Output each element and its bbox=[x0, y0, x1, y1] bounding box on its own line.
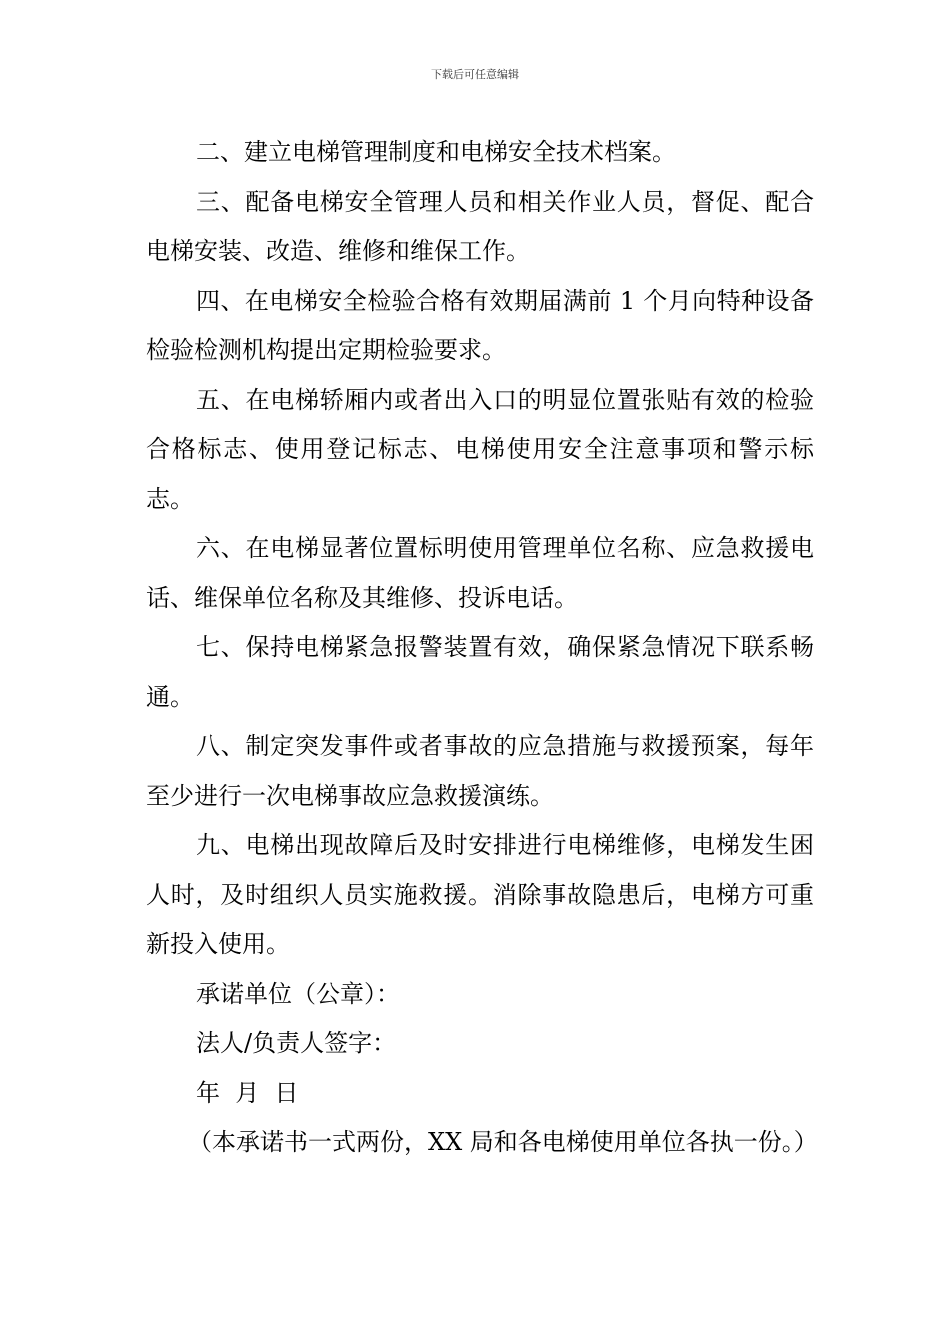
signature-person: 法人/负责人签字： bbox=[196, 1029, 397, 1057]
document-body bbox=[146, 128, 818, 1168]
signature-unit: 承诺单位（公章）： bbox=[196, 979, 400, 1008]
clause-8: 八、制定突发事件或者事故的应急措施与救援预案，每年至少进行一次电梯事故应急救援演练。 bbox=[146, 732, 814, 810]
clause-4: 四、在电梯安全检验合格有效期届满前 1 个月向特种设备检验检测机构提出定期检验要求。 bbox=[146, 286, 814, 364]
clause-2: 二、建立电梯管理制度和电梯安全技术档案。 bbox=[196, 138, 676, 166]
clause-6: 六、在电梯显著位置标明使用管理单位名称、应急救援电话、维保单位名称及其维修、投诉电话。 bbox=[146, 534, 814, 612]
copies-note: （本承诺书一式两份，XX 局和各电梯使用单位各执一份。） bbox=[188, 1128, 818, 1156]
page-header: 下载后可任意编辑 bbox=[431, 68, 519, 81]
clause-5: 五、在电梯轿厢内或者出入口的明显位置张贴有效的检验合格标志、使用登记标志、电梯使用安全注意事项和警示标志。 bbox=[146, 385, 814, 513]
clause-7: 七、保持电梯紧急报警装置有效，确保紧急情况下联系畅通。 bbox=[146, 633, 814, 711]
clause-9: 九、电梯出现故障后及时安排进行电梯维修，电梯发生困人时，及时组织人员实施救援。消除事故隐患后，电梯方可重新投入使用。 bbox=[146, 831, 814, 958]
clause-3: 三、配备电梯安全管理人员和相关作业人员，督促、配合电梯安装、改造、维修和维保工作。 bbox=[146, 187, 814, 265]
signature-date: 年 月 日 bbox=[196, 1078, 299, 1107]
